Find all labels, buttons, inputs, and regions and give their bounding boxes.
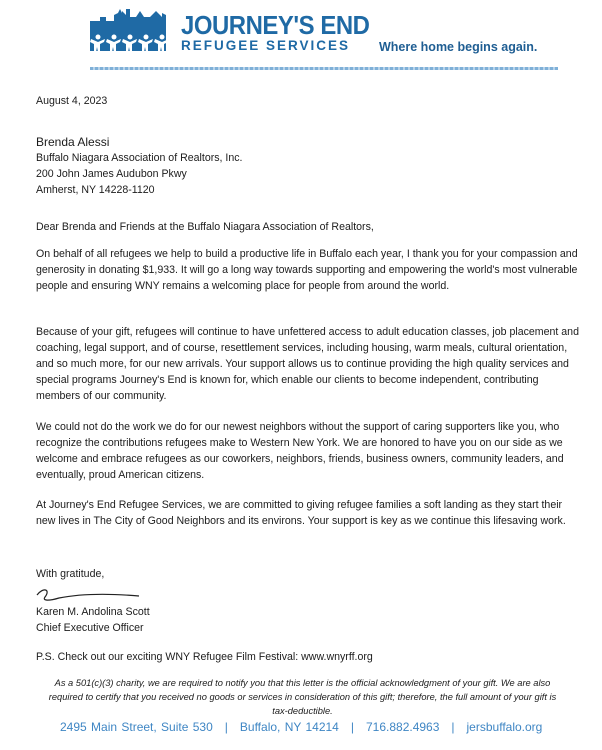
tax-disclaimer: As a 501(c)(3) charity, we are required to notify you that this letter is the official acknowledgment of your gift. We are also required to certify that you received no goods or services in consideration of this gift; therefore, the full amount of your gift is tax-deductible. xyxy=(48,678,557,716)
letterhead-divider xyxy=(90,67,558,70)
footer-separator: | xyxy=(350,720,354,734)
recipient-address xyxy=(36,134,581,198)
letter-date: August 4, 2023 xyxy=(36,95,108,107)
tagline: Where home begins again. xyxy=(379,40,538,54)
signature-image xyxy=(34,583,144,605)
paragraph-3: We could not do the work we do for our newest neighbors without the support of caring supporters like you, who recognize the contributions refugees make to Western New York. We are honored to have you on our side as we welcome and embrace refugees as our coworkers, neighbors, friends, business owners, community leaders, and eventually, proud American citizens. xyxy=(36,421,564,481)
footer-separator: | xyxy=(224,720,228,734)
footer-separator: | xyxy=(451,720,455,734)
logo-skyline-people-icon xyxy=(88,3,178,53)
footer-phone: 716.882.4963 xyxy=(365,720,440,734)
recipient-organization: Buffalo Niagara Association of Realtors, Inc. xyxy=(36,152,243,164)
signer-name: Karen M. Andolina Scott xyxy=(36,606,150,618)
org-name: JOURNEY'S END xyxy=(181,10,370,40)
footer-website: jersbuffalo.org xyxy=(466,720,543,734)
paragraph-2: Because of your gift, refugees will continue to have unfettered access to adult education classes, job placement and coaching, legal support, and of course, resettlement services, including housing, warm meals, cultural orientation, and so much more, for our new arrivals. Your support allows us to continue providing the high quality services and special programs Journey's End is known for, which enable our clients to become independent, contributing members of our community. xyxy=(36,326,579,402)
closing: With gratitude, xyxy=(36,568,105,580)
salutation: Dear Brenda and Friends at the Buffalo Niagara Association of Realtors, xyxy=(36,221,374,233)
postscript: P.S. Check out our exciting WNY Refugee Film Festival: www.wnyrff.org xyxy=(36,651,373,663)
recipient-name: Brenda Alessi xyxy=(36,135,110,149)
recipient-city: Amherst, NY 14228-1120 xyxy=(36,184,155,196)
paragraph-4: At Journey's End Refugee Services, we are committed to giving refugee families a soft landing as they start their new lives in The City of Good Neighbors and its environs. Your support is key as we continue this lifesaving work. xyxy=(36,499,566,527)
footer-contact xyxy=(60,720,542,734)
footer-city: Buffalo, NY 14214 xyxy=(239,720,339,734)
org-subtitle: REFUGEE SERVICES xyxy=(181,38,351,53)
footer-address: 2495 Main Street, Suite 530 xyxy=(60,720,213,734)
recipient-street: 200 John James Audubon Pkwy xyxy=(36,168,187,180)
paragraph-1: On behalf of all refugees we help to build a productive life in Buffalo each year, I thank you for your compassion and generosity in donating $1,933. It will go a long way towards supporting and empowering the world's most vulnerable people and ensuring WNY remains a welcoming place for people from around the world. xyxy=(36,248,578,292)
signer-title: Chief Executive Officer xyxy=(36,622,144,634)
